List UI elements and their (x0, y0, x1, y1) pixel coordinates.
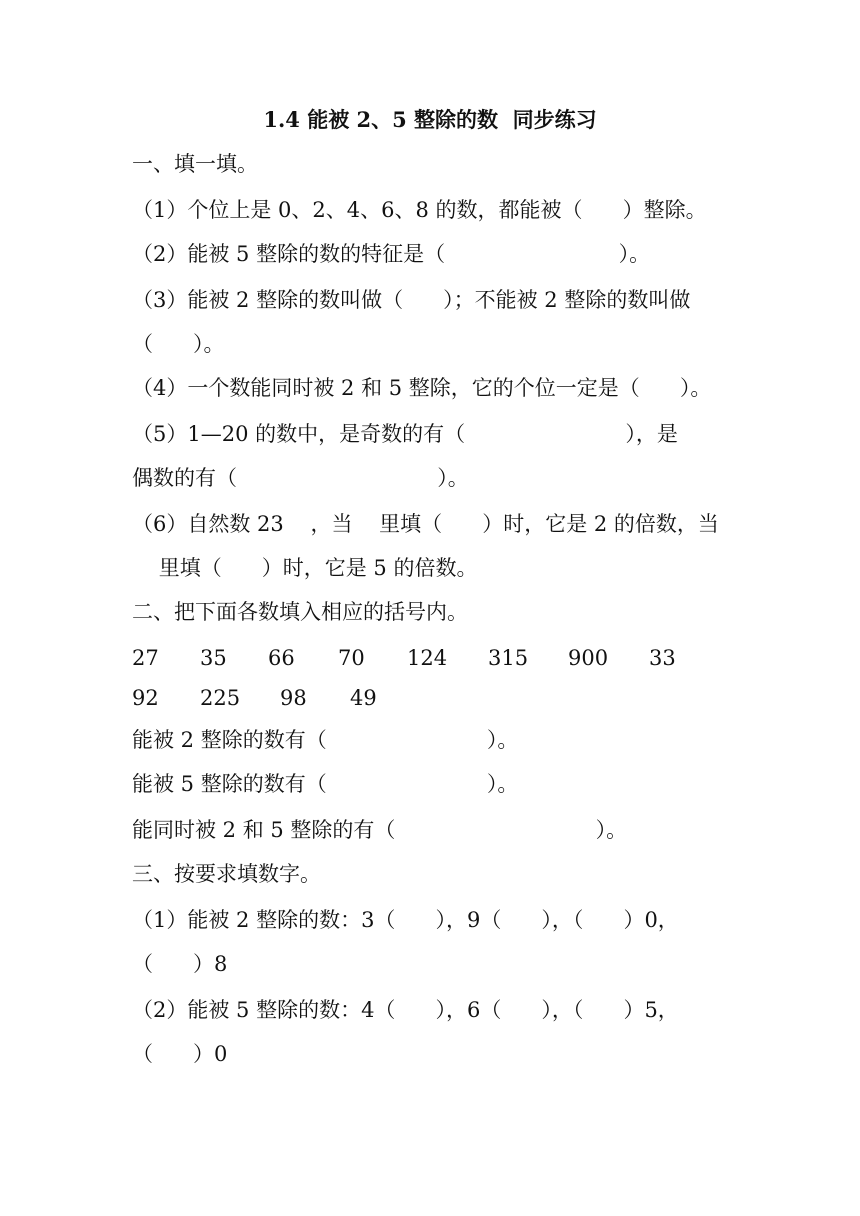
section-3-heading: 三、按要求填数字。 (132, 862, 321, 886)
s2-fill-divisible-by-2: 能被 2 整除的数有（ ）。 (132, 728, 519, 752)
number-item: 124 (407, 646, 448, 670)
number-item: 98 (280, 686, 307, 710)
number-item: 49 (350, 686, 377, 710)
s1-question-3-line2: （ ）。 (132, 332, 225, 356)
number-item: 27 (132, 646, 159, 670)
s2-fill-divisible-by-2-and-5: 能同时被 2 和 5 整除的有（ ）。 (132, 818, 628, 842)
s1-question-6-line1: （6）自然数 23 ，当 里填（ ）时，它是 2 的倍数，当 (132, 512, 719, 536)
s2-fill-divisible-by-5: 能被 5 整除的数有（ ）。 (132, 772, 519, 796)
s1-question-5-line2: 偶数的有（ ）。 (132, 466, 469, 490)
s1-question-1: （1）个位上是 0、2、4、6、8 的数，都能被（ ）整除。 (132, 198, 707, 222)
number-item: 225 (200, 686, 241, 710)
number-item: 900 (568, 646, 609, 670)
number-item: 33 (649, 646, 676, 670)
s1-question-4: （4）一个数能同时被 2 和 5 整除，它的个位一定是（ ）。 (132, 376, 712, 400)
s1-question-2: （2）能被 5 整除的数的特征是（ ）。 (132, 242, 651, 266)
number-item: 35 (200, 646, 227, 670)
s1-question-6-line2: 里填（ ）时，它是 5 的倍数。 (132, 556, 478, 580)
number-item: 92 (132, 686, 159, 710)
number-item: 70 (338, 646, 365, 670)
s1-question-3-line1: （3）能被 2 整除的数叫做（ ）；不能被 2 整除的数叫做 (132, 288, 691, 312)
section-1-heading: 一、填一填。 (132, 152, 258, 176)
s3-question-2-line2: （ ）0 (132, 1042, 228, 1066)
section-2-heading: 二、把下面各数填入相应的括号内。 (132, 600, 468, 624)
page-title: 1.4 能被 2、5 整除的数 同步练习 (263, 107, 597, 132)
s3-question-1-line1: （1）能被 2 整除的数：3（ ），9（ ），（ ）0， (132, 908, 679, 932)
s1-question-5-line1: （5）1—20 的数中，是奇数的有（ ），是 (132, 422, 678, 446)
number-item: 66 (268, 646, 295, 670)
s3-question-2-line1: （2）能被 5 整除的数：4（ ），6（ ），（ ）5， (132, 998, 679, 1022)
s3-question-1-line2: （ ）8 (132, 952, 228, 976)
number-item: 315 (488, 646, 529, 670)
